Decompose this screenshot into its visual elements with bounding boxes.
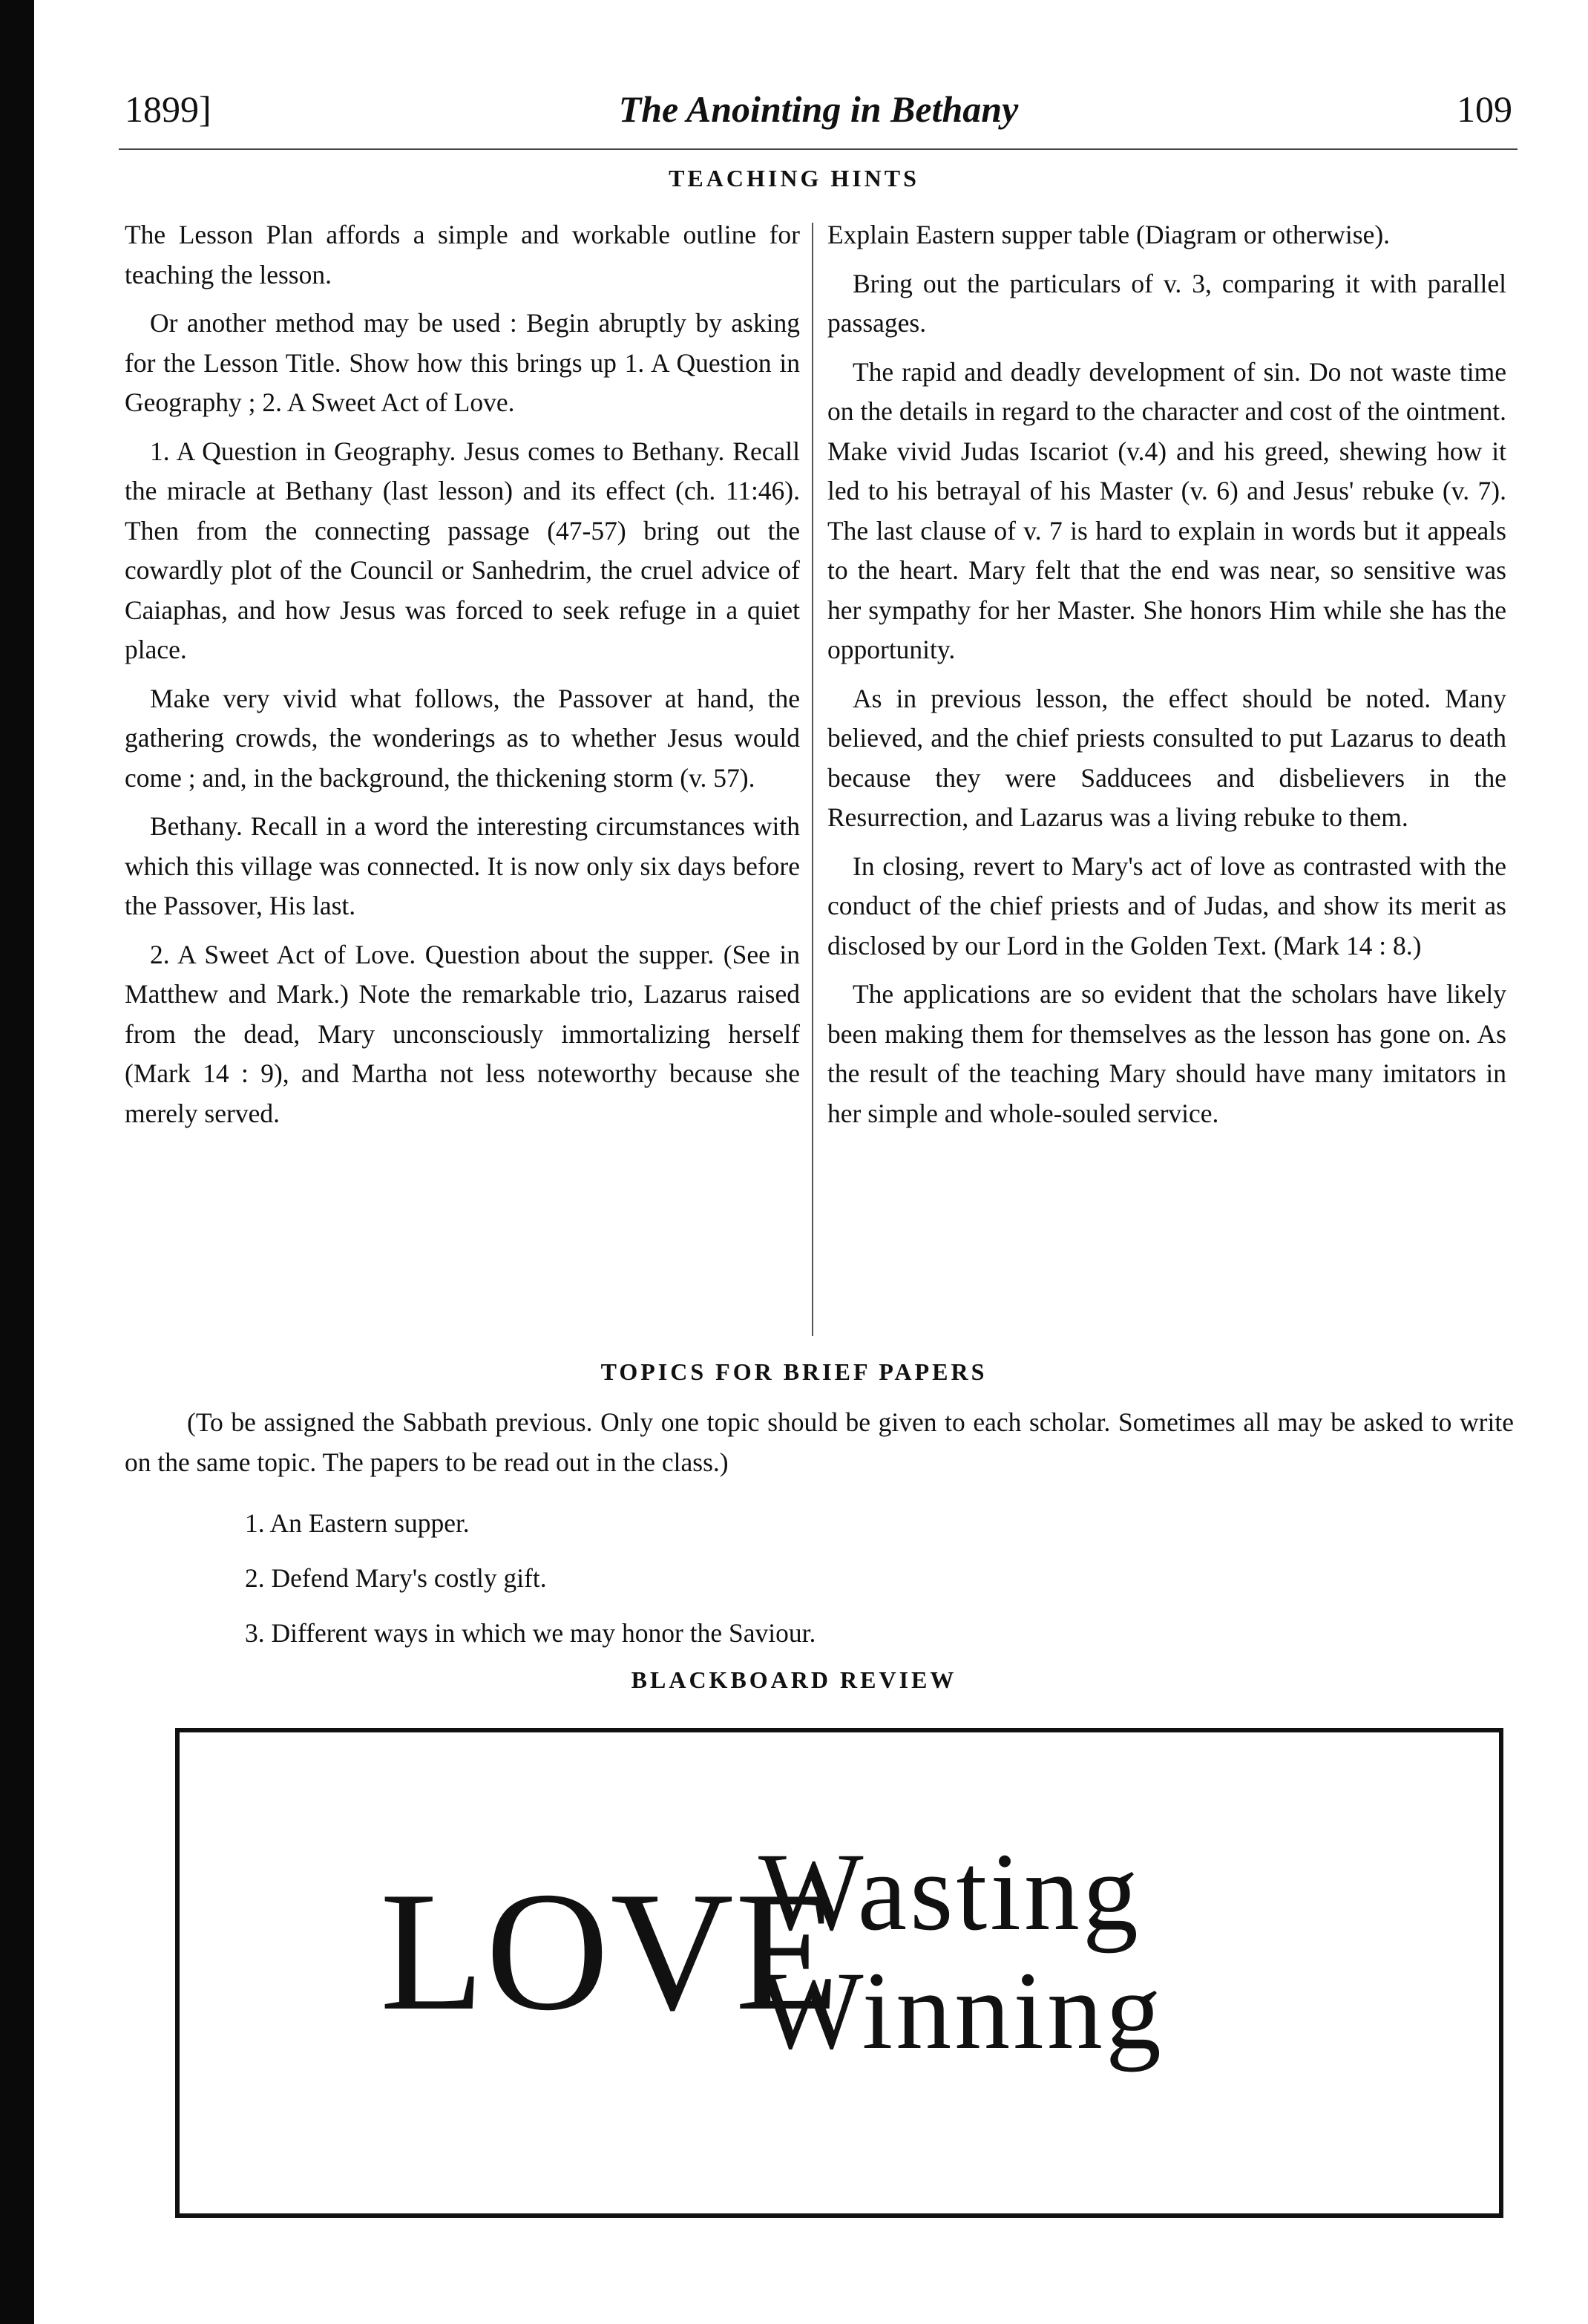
topics-intro: (To be assigned the Sabbath previous. Only one topic should be given to each scholar. Sometimes all may be asked to write on the same topic. The papers to be read out in the class.) bbox=[125, 1407, 1514, 1477]
blackboard-heading: BLACKBOARD REVIEW bbox=[631, 1666, 957, 1693]
blackboard-box bbox=[175, 1728, 1503, 2218]
topic-list bbox=[245, 1496, 816, 1660]
paragraph: The rapid and deadly development of sin. Do not waste time on the details in regard to the character and cost of the ointment. Make vivid Judas Iscariot (v.4) and his greed, shewing how it led to his betrayal of his Master (v. 6) and Jesus' rebuke (v. 7). The last clause of v. 7 is hard to explain in words but it appeals to the heart. Mary felt that the end was near, so sensitive was her sympathy for her Master. She honors Him while she has the opportunity. bbox=[827, 356, 1506, 664]
header-rule bbox=[119, 148, 1518, 150]
paragraph: The applications are so evident that the scholars have likely been making them for themselves as the lesson has gone on. As the result of the teaching Mary should have many imitators in her simple and whole-souled service. bbox=[827, 979, 1506, 1128]
topics-heading: TOPICS FOR BRIEF PAPERS bbox=[600, 1358, 988, 1385]
paragraph: 2. A Sweet Act of Love. Question about the supper. (See in Matthew and Mark.) Note the remarkable trio, Lazarus raised from the dead, Mary unconsciously immortalizing herself (Mark 14 : 9), and Martha not less noteworthy because she merely served. bbox=[125, 939, 800, 1128]
list-item: 2. Defend Mary's costly gift. bbox=[245, 1563, 547, 1593]
header-title: The Anointing in Bethany bbox=[618, 88, 1019, 130]
binding-edge bbox=[0, 0, 34, 2324]
header-year: 1899] bbox=[125, 88, 211, 130]
teaching-hints-right-column bbox=[827, 215, 1506, 1142]
paragraph: Make very vivid what follows, the Passover at hand, the gathering crowds, the wonderings as to whether Jesus would come ; and, in the background, the thickening storm (v. 57). bbox=[125, 683, 800, 793]
blackboard-main-word: LOVE bbox=[380, 1856, 841, 2046]
paragraph: As in previous lesson, the effect should be noted. Many believed, and the chief priests consulted to put Lazarus to death because they were Sadducees and disbelievers in the Resurrection, and Lazarus was a living rebuke to them. bbox=[827, 683, 1506, 832]
paragraph: Bring out the particulars of v. 3, comparing it with parallel passages. bbox=[827, 268, 1506, 338]
list-item: 1. An Eastern supper. bbox=[245, 1508, 470, 1538]
paragraph: Bethany. Recall in a word the interesting circumstances with which this village was connected. It is now only six days before the Passover, His last. bbox=[125, 811, 800, 920]
paragraph: Or another method may be used : Begin abruptly by asking for the Lesson Title. Show how this brings up 1. A Question in Geography ; 2. A Sweet Act of Love. bbox=[125, 308, 800, 417]
paragraph: In closing, revert to Mary's act of love as contrasted with the conduct of the chief priests and of Judas, and show its merit as disclosed by our Lord in the Golden Text. (Mark 14 : 8.) bbox=[827, 851, 1506, 960]
blackboard-word-wasting: Wasting bbox=[758, 1830, 1141, 1954]
blackboard-word-winning: Winning bbox=[758, 1949, 1164, 2072]
teaching-hints-heading: TEACHING HINTS bbox=[669, 165, 919, 192]
column-divider bbox=[812, 223, 813, 1336]
paragraph: Explain Eastern supper table (Diagram or otherwise). bbox=[827, 220, 1391, 249]
list-item: 3. Different ways in which we may honor the Saviour. bbox=[245, 1618, 816, 1648]
paragraph: 1. A Question in Geography. Jesus comes to Bethany. Recall the miracle at Bethany (last lesson) and its effect (ch. 11:46). Then from the connecting passage (47-57) bring out the cowardly plot of the Council or Sanhedrim, the cruel advice of Caiaphas, and how Jesus was forced to seek refuge in a quiet place. bbox=[125, 436, 800, 664]
paragraph: The Lesson Plan affords a simple and workable outline for teaching the lesson. bbox=[125, 220, 800, 289]
teaching-hints-left-column bbox=[125, 215, 800, 1142]
page-number: 109 bbox=[1457, 88, 1512, 130]
page-header bbox=[125, 88, 1512, 140]
